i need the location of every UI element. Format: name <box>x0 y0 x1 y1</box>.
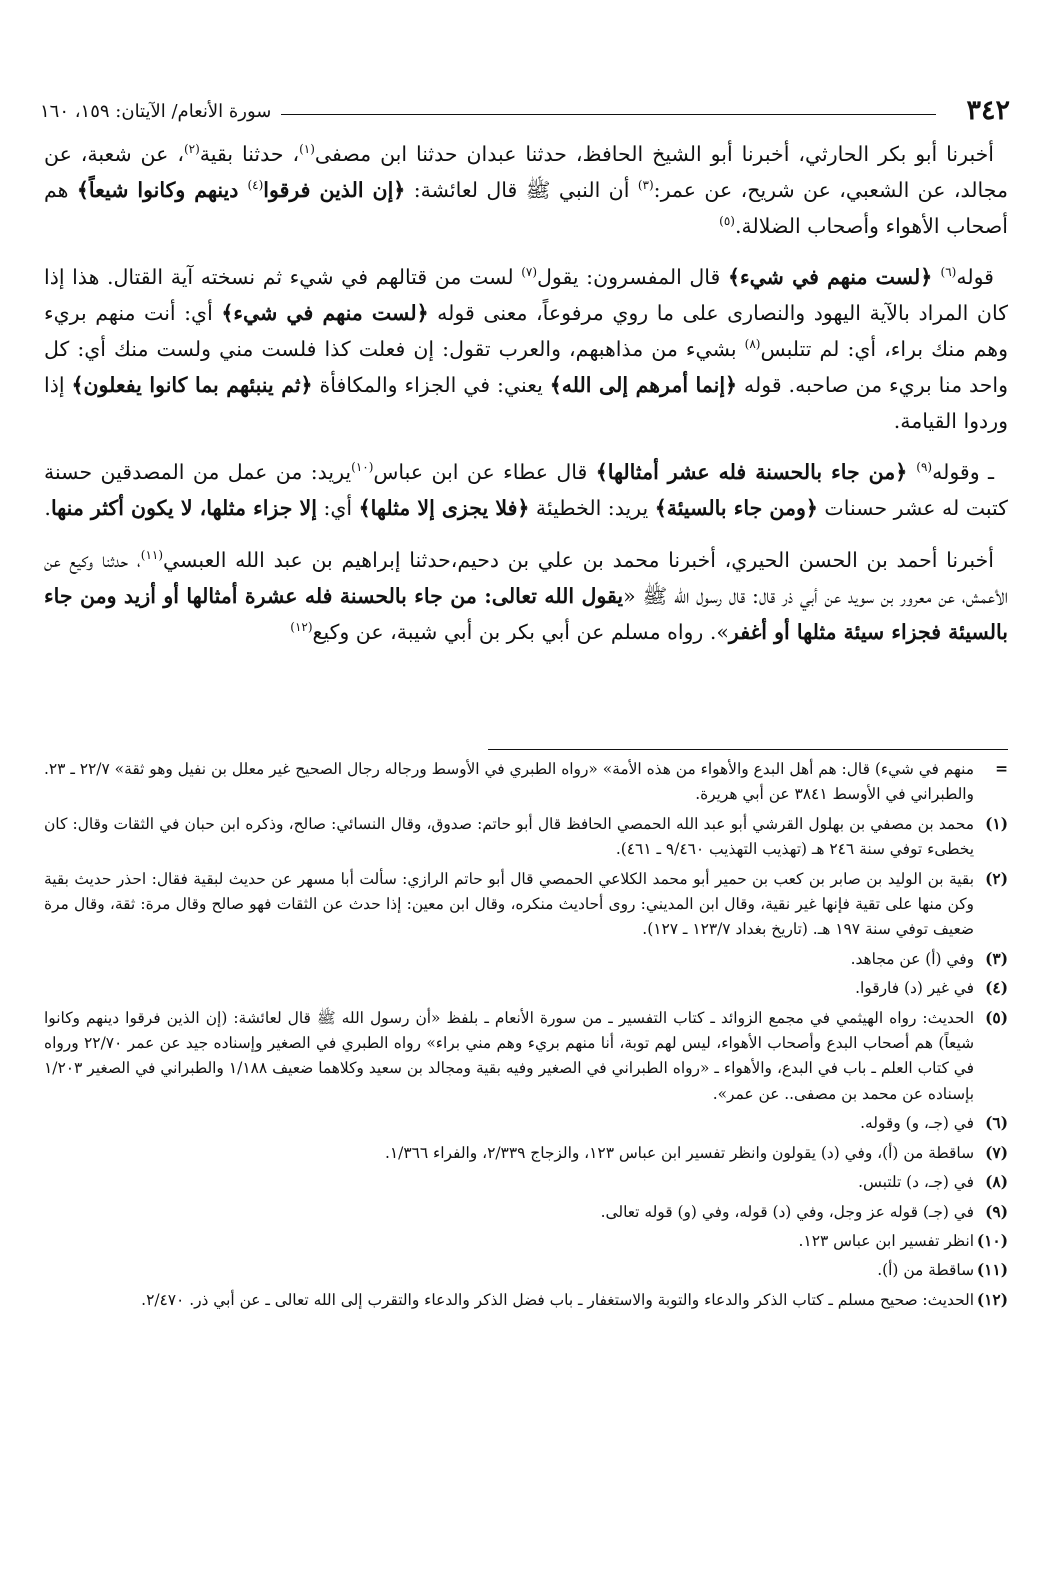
running-title: سورة الأنعام/ الآيتان: ١٥٩، ١٦٠ <box>40 101 272 123</box>
footnote-number: (٧) <box>985 1143 1008 1162</box>
footnote-number: (٩) <box>985 1202 1008 1221</box>
footnote-text: في غير (د) فارقوا. <box>855 979 974 998</box>
text-run: لست من قتالهم في شيء ثم نسخته آية القتال. هذا إذا كان المراد بالآية اليهود والنصارى على ما روي مرفوعاً، معنى قوله <box>44 265 1008 326</box>
footnote-item <box>44 1170 1008 1195</box>
text-run: ، عن شعبة، عن مجالد، عن الشعبي، عن شريح، عن عمر: <box>44 142 1008 202</box>
text-run: قال عطاء عن ابن عباس <box>373 460 596 485</box>
text-run: . <box>44 496 51 521</box>
footnote-item <box>44 1229 1008 1254</box>
footnote-item <box>44 812 1008 863</box>
text-run: ، حدثنا بقية <box>199 142 300 166</box>
hadith-quote: يقول الله تعالى: من جاء بالحسنة فله عشرة أمثالها أو أزيد ومن جاء بالسيئة فجزاء سيئة مثلها أو أغفر <box>44 583 1008 644</box>
emphasis-text: إلا جزاء مثلها، لا يكون أكثر منها <box>50 496 317 521</box>
text-run: ـ وقوله <box>932 460 994 485</box>
text-run: أن النبي ﷺ قال لعائشة: <box>405 177 638 202</box>
footnote-ref-12: (١٢) <box>290 619 313 634</box>
footnote-number: (٨) <box>985 1173 1008 1192</box>
footnote-number: (٥) <box>985 1008 1008 1027</box>
footnote-ref-9: (٩) <box>916 460 933 475</box>
text-run: بشيء من مذاهبهم، والعرب تقول: إن فعلت كذا فلست مني ولست منك أي: كل واحد منا بريء من صاحبه. قوله <box>44 336 1008 397</box>
footnote-item <box>44 976 1008 1001</box>
quran-quote: ﴿إنما أمرهم إلى الله﴾ <box>549 372 738 397</box>
footnote-ref-2: (٢) <box>183 142 200 157</box>
footnote-item <box>44 1006 1008 1108</box>
text-run: قال المفسرون: يقول <box>537 265 728 290</box>
footnote-text: محمد بن مصفي بن بهلول القرشي أبو عبد الله الحمصي الحافظ قال أبو حاتم: صدوق، وقال النسائي: صالح، وذكره ابن حبان في الثقات وقال: كان يخطىء توفي سنة ٢٤٦ هـ (تهذيب التهذيب ٩/٤٦٠ ـ ٤٦١). <box>44 814 974 859</box>
footnote-separator <box>488 749 1008 750</box>
footnote-text: ساقطة من (أ)، وفي (د) يقولون وانظر تفسير ابن عباس ١٢٣، والزجاج ٢/٣٣٩، والفراء ١/٣٦٦. <box>384 1143 974 1162</box>
footnote-text: وفي (أ) عن مجاهد. <box>850 949 974 968</box>
footnote-item <box>44 757 1008 808</box>
page-number: ٣٤٢ <box>966 95 1010 126</box>
quran-quote: ﴿فلا يجزى إلا مثلها﴾ <box>358 496 530 521</box>
text-run: ». رواه مسلم عن أبي بكر بن أبي شيبة، عن وكيع <box>312 619 729 644</box>
quran-quote: ﴿من جاء بالحسنة فله عشر أمثالها﴾ <box>595 460 917 485</box>
footnote-ref-4: (٤) <box>247 177 264 192</box>
footnote-text: في (جـ) قوله عز وجل، وفي (د) قوله، وفي (و) قوله تعالى. <box>600 1202 974 1221</box>
footnote-ref-6: (٦) <box>940 265 957 280</box>
text-run: أي: أنت منهم بريء وهم منك براء، أي: لم تتلبس <box>44 301 1008 361</box>
footnote-text: ساقطة من (أ). <box>877 1261 974 1280</box>
footnote-number: (٣) <box>985 949 1008 968</box>
text-run: أخبرنا أبو بكر الحارثي، أخبرنا أبو الشيخ الحافظ، حدثنا عبدان حدثنا ابن مصفى <box>314 142 994 166</box>
footnote-number: (١٢) <box>976 1290 1008 1309</box>
text-run: يريد: من عمل من المصدقين حسنة كتبت له عشر حسنات <box>44 460 1008 521</box>
footnote-number: (١) <box>985 814 1008 833</box>
footnote-number: (٦) <box>985 1114 1008 1133</box>
footnote-ref-5: (٥) <box>719 213 735 228</box>
footnote-ref-7: (٧) <box>521 265 538 280</box>
footnote-text: الحديث: صحيح مسلم ـ كتاب الذكر والدعاء والتوبة والاستغفار ـ باب فضل الذكر والدعاء والتقرب إلى الله تعالى ـ عن أبي ذر. ٢/٤٧٠. <box>141 1290 974 1309</box>
text-run: أخبرنا أحمد بن الحسن الحيري، أخبرنا محمد بن علي بن دحيم،حدثنا إبراهيم بن عبد الله العبسي <box>163 547 994 572</box>
footnote-ref-8: (٨) <box>744 337 761 352</box>
footnote-ref-3: (٣) <box>637 177 654 192</box>
paragraph-4 <box>44 543 1008 650</box>
footnote-text: منهم في شيء) قال: هم أهل البدع والأهواء من هذه الأمة» «رواه الطبري في الأوسط ورجاله رجال الصحيح غير معلل بن نفيل وهو ثقة» ٢٢/٧ ـ ٢٣. والطبراني في الأوسط ٣٨٤١ عن أبي هريرة. <box>44 760 974 804</box>
footnote-number: (٤) <box>985 979 1008 998</box>
footnote-text: الحديث: رواه الهيثمي في مجمع الزوائد ـ كتاب التفسير ـ من سورة الأنعام ـ بلفظ «أن رسول الله ﷺ قال لعائشة: (إن الذين فرقوا دينهم وكانوا شيعاً) هم أصحاب البدع وأصحاب الأهواء، ليس لهم توبة، أنا منهم بريء وهم مني براء» رواه الطبري في الصغير وإسناده جيد عن عمر ٢٢/٧٠ ورواه في كتاب العلم ـ باب في البدع، والأهواء ـ «رواه الطبراني في الصغير وفيه بقية ومجالد بن سعيد وكلاهما ضعيف ١/١٨٨ والطبراني في الصغير ١/٢٠٣ بإسناده عن محمد بن مصفى.. عن عمر». <box>44 1008 975 1103</box>
quran-quote: ﴿ثم ينبئهم بما كانوا يفعلون﴾ <box>71 372 313 397</box>
quran-quote: ﴿لست منهم في شيء﴾ <box>727 265 941 290</box>
footnote-text: بقية بن الوليد بن صابر بن كعب بن حمير أبو محمد الكلاعي الحمصي قال أبو حاتم الرازي: سألت أبا مسهر عن حديث لبقية فقال: احذر حديث بقية وكن منها على تقية فإنها غير نقية، وقال ابن المديني: روى أحاديث منكره، وقال ابن معين: إذا حدث عن الثقات فهو صالح وقال مرة: ثقة، وقال مرة ضعيف توفي سنة ١٩٧ هـ. (تاريخ بغداد ١٢٣/٧ ـ ١٢٧). <box>44 869 974 939</box>
footnote-item <box>44 1200 1008 1225</box>
quran-quote: ﴿إن الذين فرقوا <box>263 177 406 202</box>
paragraph-3 <box>44 455 1008 527</box>
quran-quote: ﴿لست منهم في شيء﴾ <box>221 301 429 326</box>
footnote-item <box>44 1288 1008 1313</box>
footnote-item <box>44 1141 1008 1166</box>
footnote-text: في (جـ، د) تلتبس. <box>858 1173 974 1192</box>
footnote-text: في (جـ، و) وقوله. <box>860 1114 974 1133</box>
footnote-number: (١٠) <box>976 1231 1008 1250</box>
quran-quote: ﴿ومن جاء بالسيئة﴾ <box>654 496 818 521</box>
running-header <box>40 84 1010 124</box>
text-run: يريد: الخطيئة <box>529 496 655 521</box>
paragraph-2 <box>44 260 1008 439</box>
footnote-ref-1: (١) <box>299 142 315 157</box>
footnote-number: (١١) <box>976 1261 1008 1280</box>
paragraph-1 <box>44 137 1008 244</box>
footnote-text: انظر تفسير ابن عباس ١٢٣. <box>798 1231 974 1250</box>
text-run: إذا وردوا القيامة. <box>44 372 1008 433</box>
text-run: هم أصحاب الأهواء وأصحاب الضلالة. <box>44 177 1008 238</box>
footnote-ref-11: (١١) <box>140 548 164 563</box>
text-run: أي: <box>316 496 359 521</box>
quran-quote: دينهم وكانوا شيعاً﴾ <box>76 177 248 202</box>
footnote-item <box>44 947 1008 972</box>
footnote-number: = <box>995 760 1008 778</box>
footnote-item <box>44 1111 1008 1136</box>
footnote-number: (٢) <box>985 869 1008 888</box>
main-text <box>44 137 1008 666</box>
footnote-item <box>44 867 1008 943</box>
text-run: قوله <box>956 265 994 290</box>
text-run: يعني: في الجزاء والمكافأة <box>312 372 550 397</box>
text-run: ، حدثنا وكيع عن الأعمش، عن معرور بن سويد عن أبي ذر قال: قال رسول الله ﷺ « <box>44 547 1008 608</box>
footnotes <box>44 757 1008 1317</box>
footnote-ref-10: (١٠) <box>351 460 374 475</box>
header-rule <box>281 114 936 115</box>
footnote-item <box>44 1258 1008 1283</box>
